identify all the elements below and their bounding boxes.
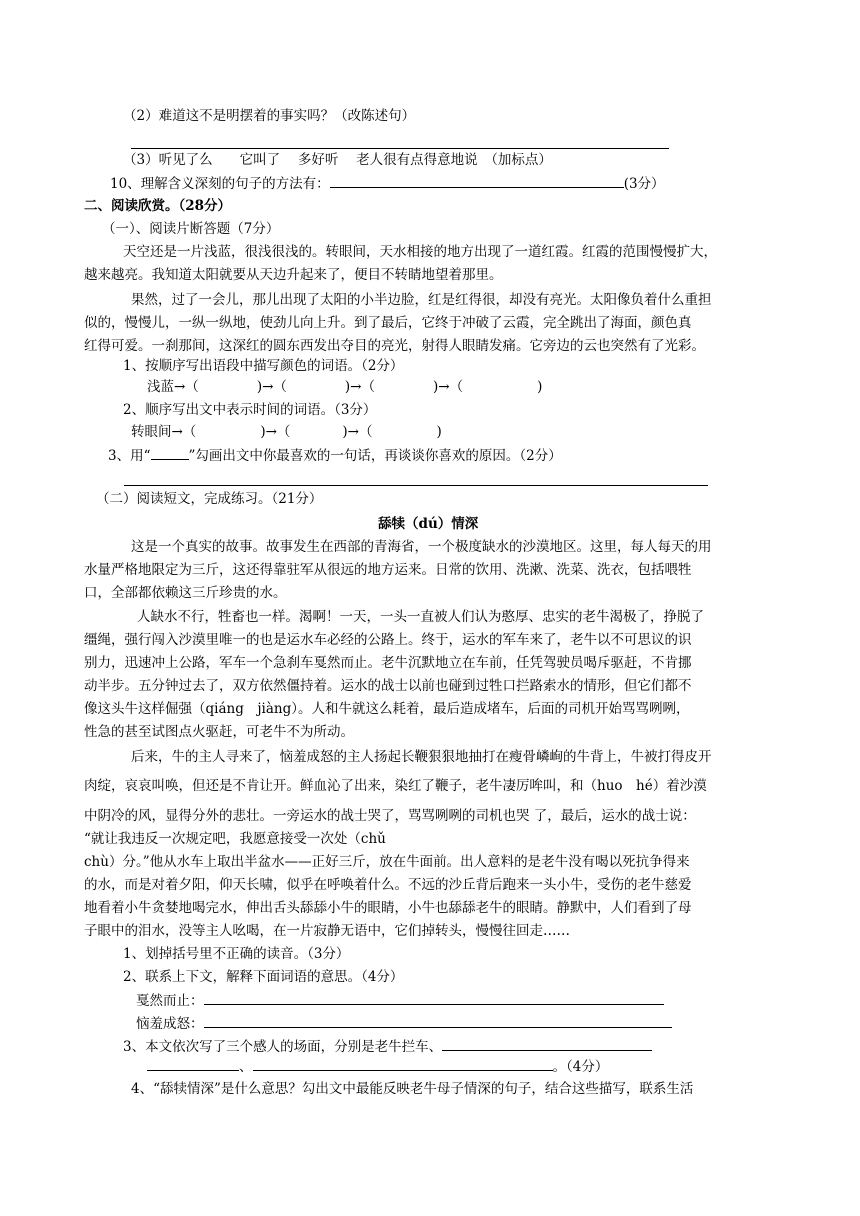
passage1-line: 红得可爱。一刹那间，这深红的圆东西发出夺目的亮光，射得人眼睛发痛。它旁边的云也突然有了光彩。	[84, 338, 705, 354]
p2-q3-text: 3、本文依次写了三个感人的场面，分别是老牛拦车、	[123, 1039, 443, 1055]
passage2-line: 地看着小牛贪婪地喝完水，伸出舌头舔舔小牛的眼睛，小牛也舔舔老牛的眼睛。静默中，人们看到了母	[84, 900, 692, 916]
close-paren: )	[436, 424, 442, 440]
passage2-line: 口，全部都依赖这三斤珍贵的水。	[84, 585, 287, 601]
passage2-line: 后来，牛的主人寻来了，恼羞成怒的主人扬起长鞭狠狠地抽打在瘦骨嶙峋的牛背上，牛被打得皮开	[131, 749, 712, 765]
p1-question-2: 2、顺序写出文中表示时间的词语。（3分）	[123, 402, 377, 418]
question-2-3: （3）听见了么 它叫了 多好听 老人很有点得意地说 （加标点）	[123, 152, 552, 168]
p1-q3-prefix: 3、用“	[108, 448, 151, 464]
word-2-answer-line	[204, 1013, 672, 1028]
p2-q3-blank-3	[253, 1056, 553, 1071]
story-title: 舔犊（dú）情深	[378, 516, 479, 532]
passage2-line: “就让我违反一次规定吧，我愿意接受一次处（chǔ	[84, 831, 386, 847]
passage2-line: 像这头牛这样倔强（qiáng jiàng）。人和牛就这么耗着，最后造成堵车，后面的司机开始骂骂咧咧，	[84, 701, 690, 717]
word-1-label: 戛然而止：	[136, 993, 204, 1009]
p2-question-3-cont	[147, 1056, 608, 1077]
question-10-text: 10、理解含义深刻的句子的方法有：	[110, 176, 330, 192]
arrow-paren: )→（	[342, 424, 373, 440]
passage2-line: 这是一个真实的故事。故事发生在西部的青海省，一个极度缺水的沙漠地区。这里，每人每天的用	[131, 539, 712, 555]
p1-question-1-blanks	[147, 377, 542, 397]
underline-sample	[151, 445, 189, 460]
passage2-line: chù）分。”他从水车上取出半盆水——正好三斤，放在牛面前。出人意料的是老牛没有喝以死抗争得来	[84, 854, 690, 870]
question-10-score: (3分）	[623, 176, 665, 192]
passage2-line: 动半步。五分钟过去了，双方依然僵持着。运水的战士以前也碰到过牲口拦路索水的情形，但它们都不	[84, 678, 692, 694]
part-2-heading: （二）阅读短文，完成练习。（21分）	[96, 491, 323, 507]
word-2-label: 恼羞成怒：	[136, 1016, 204, 1032]
passage2-line: 中阴冷的风，显得分外的悲壮。一旁运水的战士哭了，骂骂咧咧的司机也哭 了，最后，运水的战士说：	[84, 808, 696, 824]
p2-q3-sep: 、	[239, 1059, 253, 1075]
answer-line-2-2	[131, 148, 669, 149]
passage2-line: 性急的甚至试图点火驱赶，可老牛不为所动。	[84, 724, 354, 740]
arrow-paren: )→（	[260, 424, 291, 440]
arrow-paren: )→（	[433, 379, 464, 395]
passage2-line: 别力，迅速冲上公路，军车一个急刹车戛然而止。老牛沉默地立在车前，任凭驾驶员喝斥驱赶，不肯挪	[84, 655, 692, 671]
passage2-line: 水量严格地限定为三斤，这还得靠驻军从很远的地方运来。日常的饮用、洗漱、洗菜、洗衣，包括喂牲	[84, 562, 692, 578]
p1-question-2-blanks	[131, 422, 442, 442]
p2-question-4: 4、“舔犊情深”是什么意思？勾出文中最能反映老牛母子情深的句子，结合这些描写，联系生活	[131, 1081, 694, 1097]
passage1-line: 越来越亮。我知道太阳就要从天边升起来了，便目不转睛地望着那里。	[84, 267, 503, 283]
passage2-line: 的水，而是对着夕阳，仰天长啸，似乎在呼唤着什么。不远的沙丘背后跑来一头小牛，受伤的老牛慈爱	[84, 877, 692, 893]
passage2-line: 缰绳，强行闯入沙漠里唯一的也是运水车必经的公路上。终于，运水的军车来了，老牛以不可思议的识	[84, 632, 692, 648]
passage1-line: 似的，慢慢儿，一纵一纵地，使劲儿向上升。到了最后，它终于冲破了云霞，完全跳出了海面，颜色真	[84, 315, 692, 331]
p1-question-3	[108, 445, 562, 466]
passage1-line: 天空还是一片浅蓝，很浅很浅的。转眼间，天水相接的地方出现了一道红霞。红霞的范围慢慢扩大，	[123, 244, 717, 260]
p2-q3-blank-2	[147, 1056, 239, 1071]
passage2-line: 人缺水不行，牲畜也一样。渴啊！一天，一头一直被人们认为憨厚、忠实的老牛渴极了，挣脱了	[137, 609, 704, 625]
p2-question-2-word-2	[136, 1013, 672, 1034]
word-1-answer-line	[204, 990, 664, 1005]
close-paren: )	[537, 379, 543, 395]
question-10	[110, 173, 665, 194]
passage1-line: 果然，过了一会儿，那儿出现了太阳的小半边脸，红是红得很，却没有亮光。太阳像负着什么重担	[131, 292, 712, 308]
section-2-heading: 二、阅读欣赏。（28分）	[84, 198, 232, 214]
blank-start: 转眼间→（	[131, 424, 197, 440]
blank-start: 浅蓝→（	[147, 379, 199, 395]
p2-question-3	[123, 1036, 652, 1057]
arrow-paren: )→（	[256, 379, 287, 395]
question-10-answer-line	[330, 173, 624, 188]
p1-q3-suffix: ”勾画出文中你最喜欢的一句话，再谈谈你喜欢的原因。（2分）	[188, 448, 562, 464]
p2-question-2-word-1	[136, 990, 664, 1011]
question-2-2: （2）难道这不是明摆着的事实吗？（改陈述句）	[123, 108, 416, 124]
passage2-line: 肉绽，哀哀叫唤，但还是不肯让开。鲜血沁了出来，染红了鞭子，老牛凄厉哞叫，和（huo hé）着沙漠	[84, 778, 707, 794]
part-1-heading: （一）、阅读片断答题（7分）	[102, 221, 280, 237]
arrow-paren: )→（	[344, 379, 375, 395]
p2-q3-blank-1	[442, 1036, 652, 1051]
answer-line-p1-q3	[124, 485, 708, 486]
p2-q3-end: 。（4分）	[552, 1059, 609, 1075]
p2-question-1: 1、划掉括号里不正确的读音。（3分）	[123, 946, 350, 962]
p2-question-2: 2、联系上下文，解释下面词语的意思。（4分）	[123, 969, 404, 985]
passage2-line: 子眼中的泪水，没等主人吆喝，在一片寂静无语中，它们掉转头，慢慢往回走……	[84, 923, 570, 939]
p1-question-1: 1、按顺序写出语段中描写颜色的词语。（2分）	[123, 358, 404, 374]
